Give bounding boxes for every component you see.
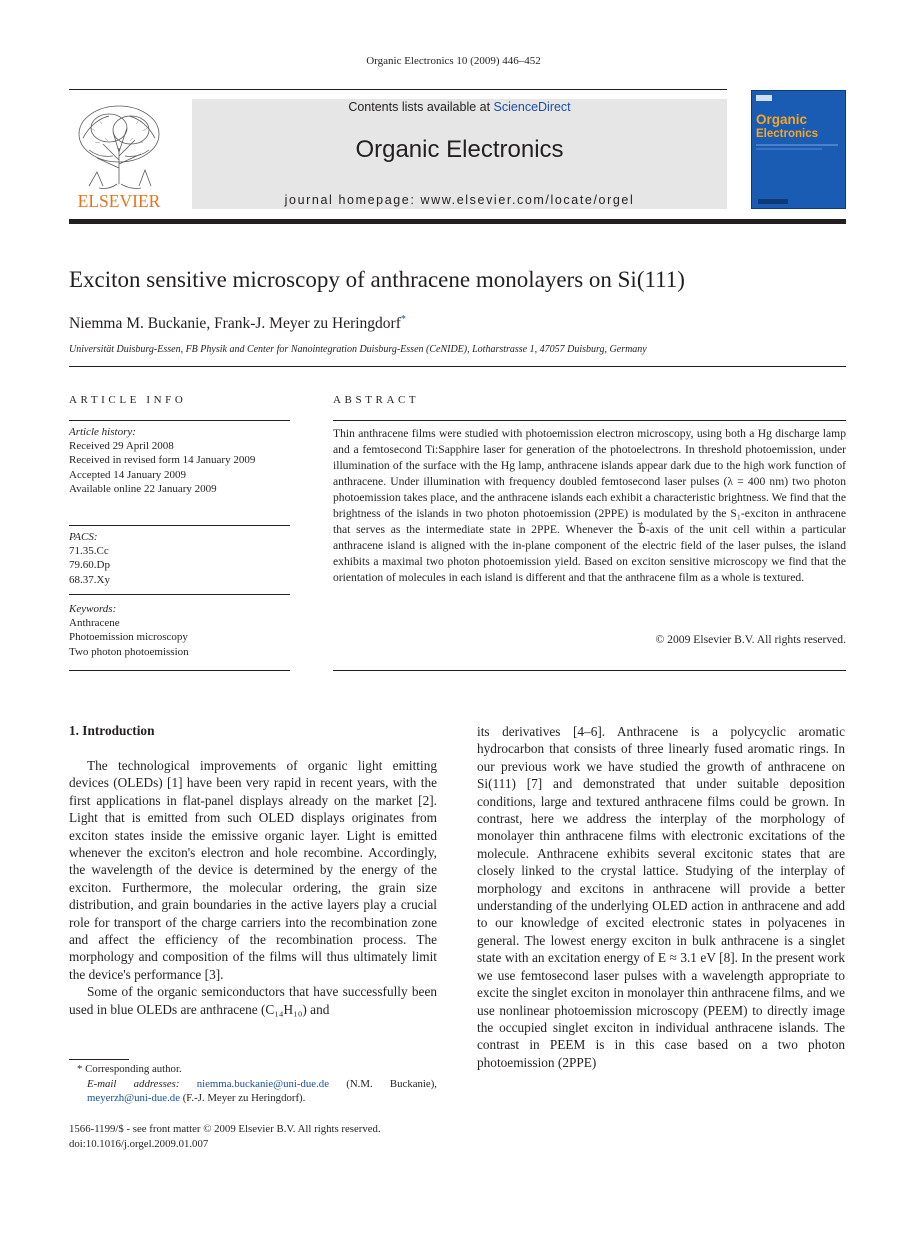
elsevier-wordmark: ELSEVIER [77, 191, 161, 210]
history-online: Available online 22 January 2009 [69, 482, 217, 495]
abstract-text: Thin anthracene films were studied with photoemission electron microscopy, using both a Hg discharge lamp and a femtosecond Ti:Sapphire laser for generation of the photoelectrons. In threshold photoemission, under illumination of the surface with the Hg lamp, anthracene islands appear dark due to the high work function of anthracene. Under illumination with frequency doubled femtosecond laser pulses (λ = 400 nm) two photon photoemission takes place, and the anthracene islands each exhibit a characteristic brightness. We find that the brightness of the islands in two photon photoemission (2PPE) is modulated by the S₁-exciton in anthracene that serves as the intermediate state in 2PPE. Whenever the b⃗-axis of the unit cell within a particular anthracene island is aligned with the in-plane component of the electric field of the laser pulses, the island exhibits a maximal two photon photoemission yield. Based on exciton sensitive microscopy we find that the orientation of molecules in each island is different and that the anthracene film as a whole is textured. [333, 427, 846, 584]
intro-paragraph-2: Some of the organic semiconductors that have successfully been used in blue OLEDs are anthracene (C₁₄H₁₀) and [69, 984, 437, 1017]
history-accepted: Accepted 14 January 2009 [69, 468, 186, 481]
article-info-rule-bottom [69, 670, 290, 671]
body-column-left [69, 757, 437, 1018]
front-matter-info [69, 1122, 381, 1151]
email-link-buckanie[interactable]: niemma.buckanie@uni-due.de [196, 1077, 329, 1090]
journal-cover-image [751, 90, 846, 209]
abstract-copyright: © 2009 Elsevier B.V. All rights reserved. [655, 633, 846, 646]
abstract-rule-top [333, 420, 846, 421]
journal-name: Organic Electronics [355, 136, 564, 163]
email-label: E-mail addresses: [87, 1077, 180, 1090]
keywords-label: Keywords: [69, 603, 117, 615]
footnote-rule [69, 1059, 129, 1060]
keyword: Anthracene [69, 617, 120, 630]
email-owner-buckanie: (N.M. Buckanie), [346, 1077, 437, 1090]
contents-prefix: Contents lists available at [348, 100, 494, 114]
journal-homepage[interactable]: journal homepage: www.elsevier.com/locate/orgel [284, 193, 635, 207]
email-link-meyer[interactable]: meyerzh@uni-due.de [87, 1092, 180, 1104]
pacs-codes [69, 530, 110, 587]
history-label: Article history: [69, 426, 136, 438]
abstract-rule-bottom [333, 670, 846, 671]
body-column-right [477, 723, 845, 1071]
intro-paragraph-1: The technological improvements of organic light emitting devices (OLEDs) [1] have been very rapid in recent years, with the first applications in flat-panel displays already on the market [2]. Light that is emitted from such OLED displays originates from exciton states inside the emissive organic layer. Light is emitted whenever the exciton's electron and hole recombine. Accordingly, the wavelength of the device is determined by the energy of the exciton. Furthermore, the molecular ordering, the grain size distribution, and grain boundaries in the active layers play a crucial role for transport of the charge carriers into the recombination zone and affect the efficiency of the recombination process. The morphology and composition of the films will thus ultimately limit the device's performance [3]. [69, 758, 437, 982]
article-history [69, 425, 255, 496]
corresponding-author-mark[interactable]: * [400, 314, 406, 325]
pacs-code: 79.60.Dp [69, 559, 110, 572]
author-list [69, 314, 406, 333]
pacs-code: 68.37.Xy [69, 573, 110, 586]
article-title: Exciton sensitive microscopy of anthracene monolayers on Si(111) [69, 267, 685, 292]
email-addresses [69, 1077, 437, 1106]
author-affiliation: Universität Duisburg-Essen, FB Physik and Center for Nanointegration Duisburg-Essen (CeNIDE), Lotharstrasse 1, 47057 Duisburg, Germany [69, 344, 647, 355]
article-info-heading: ARTICLE INFO [69, 394, 187, 406]
introduction-heading: 1. Introduction [69, 723, 155, 738]
footnotes [69, 1062, 437, 1106]
history-revised: Received in revised form 14 January 2009 [69, 454, 256, 467]
history-received: Received 29 April 2008 [69, 440, 174, 453]
authors-names: Niemma M. Buckanie, Frank-J. Meyer zu Heringdorf [69, 315, 401, 333]
cover-title-line-1: Organic [756, 112, 808, 127]
elsevier-tree-icon [69, 98, 169, 210]
keyword: Photoemission microscopy [69, 631, 188, 644]
header-thick-rule [69, 219, 846, 224]
issn-line: 1566-1199/$ - see front matter © 2009 Elsevier B.V. All rights reserved. [69, 1123, 381, 1135]
intro-paragraph-continued: its derivatives [4–6]. Anthracene is a polycyclic aromatic hydrocarbon that consists of three linearly fused aromatic rings. In our previous work we have studied the growth of anthracene on Si(111) [7] and demonstrated that under suitable deposition conditions, large and textured anthracene films could be grown. In contrast, here we address the interplay of the morphology of monolayer thin anthracene films with electronic excitations of the molecule. Anthracene exhibits several excitonic states that are closely linked to the crystal lattice. Studying of the interplay of morphology and excitons in anthracene will provide a better understanding of the underlying OLED action in anthracene and add to our knowledge of excited electronic states in polyacenes in general. The lowest energy exciton in bulk anthracene is a singlet state with an excitation energy of E ≈ 3.1 eV [8]. In the present work we use femtosecond laser pulses with a wavelength appropriate to excite the singlet exciton in monolayer thin anthracene films, and we use nonlinear photoemission microscopy (PEEM) to directly image the occupied singlet exciton in individual anthracene islands. The contrast in PEEM is in this case based on a two photon photoemission (2PPE) [477, 724, 845, 1070]
pacs-code: 71.35.Cc [69, 545, 109, 558]
keywords [69, 602, 189, 659]
contents-availability [192, 100, 727, 114]
journal-reference: Organic Electronics 10 (2009) 446–452 [366, 55, 541, 67]
cover-title-line-2: Electronics [756, 128, 818, 140]
abstract-heading: ABSTRACT [333, 394, 420, 406]
sciencedirect-link[interactable]: ScienceDirect [493, 100, 571, 114]
doi-line[interactable]: doi:10.1016/j.orgel.2009.01.007 [69, 1137, 209, 1150]
elsevier-logo [69, 98, 169, 210]
article-info-rule-top [69, 420, 290, 421]
corresponding-author-note: * Corresponding author. [77, 1063, 182, 1075]
email-owner-meyer: (F.-J. Meyer zu Heringdorf). [182, 1092, 306, 1104]
keyword: Two photon photoemission [69, 645, 189, 658]
affiliation-rule [69, 366, 846, 367]
header-top-rule [69, 89, 727, 90]
article-info-rule-2 [69, 525, 290, 526]
cover-art [752, 91, 845, 208]
pacs-label: PACS: [69, 531, 98, 543]
article-info-rule-3 [69, 594, 290, 595]
